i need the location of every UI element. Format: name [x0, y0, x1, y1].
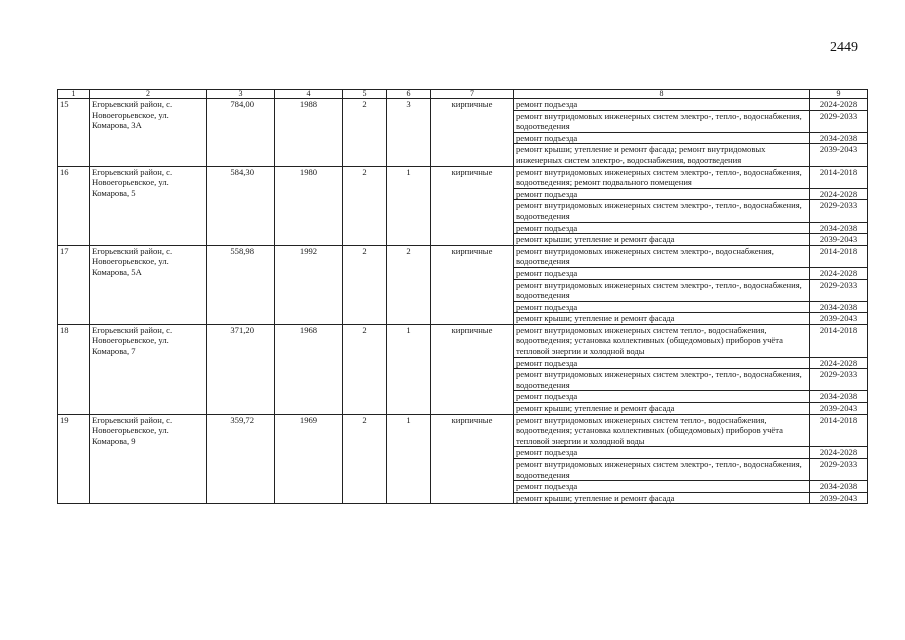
- column-header: 2: [90, 90, 207, 99]
- table-row: [58, 99, 868, 111]
- column-header: 4: [275, 90, 343, 99]
- repair-work: ремонт подъезда: [514, 132, 810, 144]
- repair-period: 2024-2028: [810, 357, 868, 369]
- building-address: Егорьевский район, с. Новоегорьевское, ул. Комарова, 7: [90, 324, 207, 414]
- building-area: 359,72: [207, 414, 275, 504]
- floor-count: 2: [343, 245, 387, 324]
- repair-work: ремонт внутридомовых инженерных систем тепло-, водоснабжения, водоотведения; установка коллективных (общедомовых) приборов учёта тепловой энергии и холодной воды: [514, 324, 810, 357]
- floor-count: 2: [343, 166, 387, 245]
- repair-period: 2014-2018: [810, 166, 868, 188]
- table-row: [58, 414, 868, 447]
- repair-work: ремонт крыши; утепление и ремонт фасада; ремонт внутридомовых инженерных систем электро-, водоснабжения, водоотведения: [514, 144, 810, 166]
- repair-work: ремонт подъезда: [514, 267, 810, 279]
- build-year: 1968: [275, 324, 343, 414]
- repair-work: ремонт крыши; утепление и ремонт фасада: [514, 492, 810, 504]
- floor-count: 2: [343, 99, 387, 167]
- repair-period: 2034-2038: [810, 222, 868, 234]
- repair-period: 2024-2028: [810, 447, 868, 459]
- repair-period: 2029-2033: [810, 200, 868, 222]
- repair-work: ремонт внутридомовых инженерных систем электро-, тепло-, водоснабжения, водоотведения: [514, 279, 810, 301]
- floor-count: 2: [343, 414, 387, 504]
- building-area: 784,00: [207, 99, 275, 167]
- repair-period: 2039-2043: [810, 313, 868, 325]
- repair-period: 2024-2028: [810, 188, 868, 200]
- wall-material: кирпичные: [431, 414, 514, 504]
- column-header: 6: [387, 90, 431, 99]
- repair-period: 2034-2038: [810, 132, 868, 144]
- repair-work: ремонт крыши; утепление и ремонт фасада: [514, 313, 810, 325]
- repair-period: 2029-2033: [810, 110, 868, 132]
- repair-work: ремонт подъезда: [514, 188, 810, 200]
- build-year: 1992: [275, 245, 343, 324]
- repair-schedule-table: [57, 89, 868, 504]
- entrance-count: 1: [387, 414, 431, 504]
- build-year: 1969: [275, 414, 343, 504]
- build-year: 1980: [275, 166, 343, 245]
- repair-work: ремонт внутридомовых инженерных систем электро-, тепло-, водоснабжения, водоотведения: [514, 459, 810, 481]
- repair-period: 2029-2033: [810, 369, 868, 391]
- repair-work: ремонт крыши; утепление и ремонт фасада: [514, 234, 810, 246]
- building-number: 15: [58, 99, 90, 167]
- wall-material: кирпичные: [431, 324, 514, 414]
- entrance-count: 1: [387, 324, 431, 414]
- column-header: 5: [343, 90, 387, 99]
- building-area: 371,20: [207, 324, 275, 414]
- repair-period: 2034-2038: [810, 391, 868, 403]
- column-header: 7: [431, 90, 514, 99]
- repair-period: 2024-2028: [810, 267, 868, 279]
- column-number-row: [58, 90, 868, 99]
- table-row: [58, 324, 868, 357]
- entrance-count: 3: [387, 99, 431, 167]
- repair-work: ремонт крыши; утепление и ремонт фасада: [514, 403, 810, 415]
- repair-work: ремонт подъезда: [514, 301, 810, 313]
- wall-material: кирпичные: [431, 99, 514, 167]
- building-number: 17: [58, 245, 90, 324]
- repair-work: ремонт внутридомовых инженерных систем электро-, тепло-, водоснабжения, водоотведения: [514, 110, 810, 132]
- repair-work: ремонт внутридомовых инженерных систем электро-, водоснабжения, водоотведения: [514, 245, 810, 267]
- repair-work: ремонт подъезда: [514, 357, 810, 369]
- building-number: 19: [58, 414, 90, 504]
- page-number: 2449: [830, 40, 858, 55]
- column-header: 1: [58, 90, 90, 99]
- entrance-count: 1: [387, 166, 431, 245]
- wall-material: кирпичные: [431, 245, 514, 324]
- repair-work: ремонт подъезда: [514, 447, 810, 459]
- floor-count: 2: [343, 324, 387, 414]
- repair-work: ремонт внутридомовых инженерных систем электро-, тепло-, водоснабжения, водоотведения: [514, 369, 810, 391]
- building-address: Егорьевский район, с. Новоегорьевское, ул. Комарова, 9: [90, 414, 207, 504]
- repair-period: 2039-2043: [810, 492, 868, 504]
- repair-period: 2039-2043: [810, 403, 868, 415]
- repair-period: 2034-2038: [810, 481, 868, 493]
- building-address: Егорьевский район, с. Новоегорьевское, ул. Комарова, 3А: [90, 99, 207, 167]
- column-header: 3: [207, 90, 275, 99]
- repair-period: 2029-2033: [810, 459, 868, 481]
- repair-period: 2014-2018: [810, 414, 868, 447]
- building-number: 16: [58, 166, 90, 245]
- table-row: [58, 245, 868, 267]
- building-address: Егорьевский район, с. Новоегорьевское, ул. Комарова, 5А: [90, 245, 207, 324]
- repair-work: ремонт внутридомовых инженерных систем тепло-, водоснабжения, водоотведения; установка коллективных (общедомовых) приборов учёта тепловой энергии и холодной воды: [514, 414, 810, 447]
- repair-period: 2024-2028: [810, 99, 868, 111]
- repair-work: ремонт подъезда: [514, 99, 810, 111]
- repair-period: 2014-2018: [810, 324, 868, 357]
- table-row: [58, 166, 868, 188]
- building-address: Егорьевский район, с. Новоегорьевское, ул. Комарова, 5: [90, 166, 207, 245]
- repair-work: ремонт подъезда: [514, 481, 810, 493]
- repair-period: 2014-2018: [810, 245, 868, 267]
- repair-work: ремонт внутридомовых инженерных систем электро-, тепло-, водоснабжения, водоотведения: [514, 200, 810, 222]
- repair-work: ремонт внутридомовых инженерных систем электро-, тепло-, водоснабжения, водоотведения; ремонт подвального помещения: [514, 166, 810, 188]
- repair-work: ремонт подъезда: [514, 391, 810, 403]
- build-year: 1988: [275, 99, 343, 167]
- building-area: 584,30: [207, 166, 275, 245]
- column-header: 9: [810, 90, 868, 99]
- repair-work: ремонт подъезда: [514, 222, 810, 234]
- column-header: 8: [514, 90, 810, 99]
- repair-period: 2039-2043: [810, 144, 868, 166]
- repair-period: 2029-2033: [810, 279, 868, 301]
- building-area: 558,98: [207, 245, 275, 324]
- repair-period: 2039-2043: [810, 234, 868, 246]
- wall-material: кирпичные: [431, 166, 514, 245]
- building-number: 18: [58, 324, 90, 414]
- repair-period: 2034-2038: [810, 301, 868, 313]
- entrance-count: 2: [387, 245, 431, 324]
